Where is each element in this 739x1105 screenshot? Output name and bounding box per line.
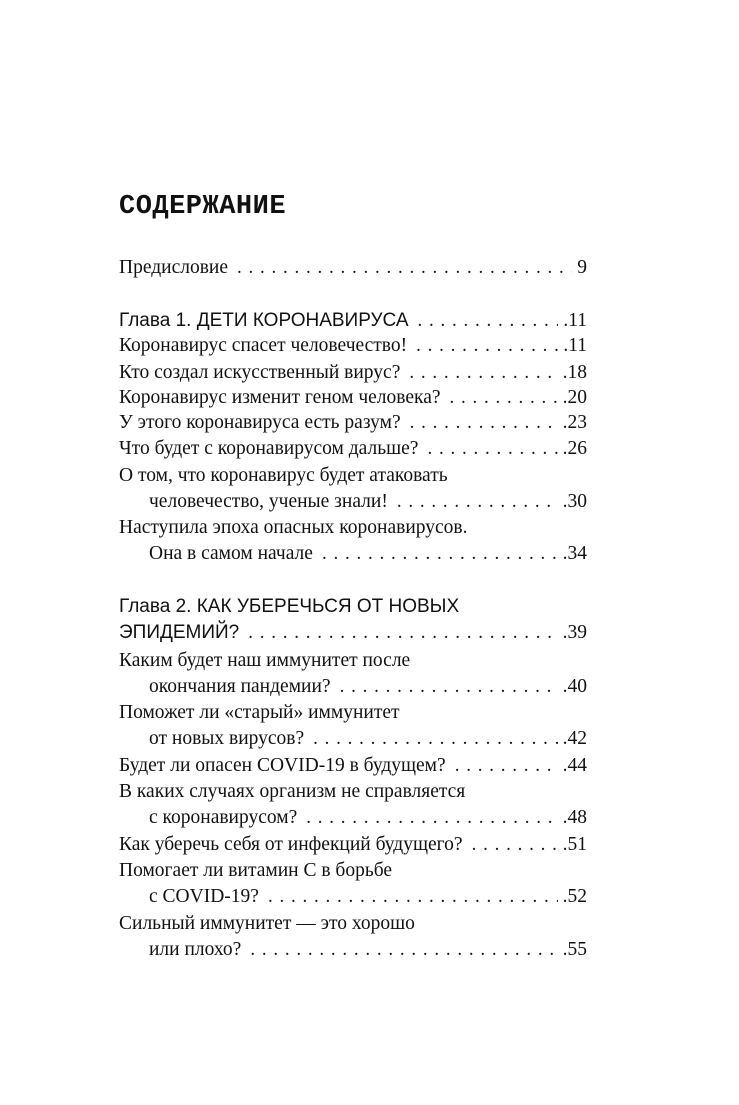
toc-page-number: .18 — [562, 362, 587, 383]
toc-entry-line1[interactable] — [119, 779, 587, 805]
toc-entry-label: Коронавирус изменит геном человека? — [119, 387, 441, 408]
toc-entry[interactable] — [149, 489, 587, 515]
toc-entry-label: Будет ли опасен COVID-19 в будущем? — [119, 755, 446, 776]
dot-leader — [268, 884, 558, 910]
dot-leader — [250, 937, 557, 963]
dot-leader — [418, 308, 559, 334]
toc-entry-line1[interactable] — [119, 463, 587, 489]
chapter-heading-text — [119, 308, 409, 334]
toc-entry-preface[interactable] — [119, 255, 587, 281]
chapter-title: КАК УБЕРЕЧЬСЯ ОТ НОВЫХ — [196, 596, 460, 617]
toc-entry-label: Кто создал искусственный вирус? — [119, 362, 401, 383]
toc-title: СОДЕРЖАНИЕ — [119, 192, 287, 222]
dot-leader — [340, 674, 558, 700]
toc-page-number: .20 — [562, 387, 587, 408]
toc-entry-line1[interactable] — [119, 648, 587, 674]
toc-page-number: .23 — [562, 412, 587, 433]
toc-entry[interactable] — [149, 674, 587, 700]
toc-entry-label: О том, что коронавирус будет атаковать — [119, 465, 448, 486]
toc-page-number: .55 — [562, 939, 587, 960]
dot-leader — [237, 255, 572, 281]
toc-entry-label-cont: Она в самом начале — [149, 543, 313, 564]
dot-leader — [248, 620, 557, 646]
toc-entry[interactable] — [119, 360, 587, 386]
chapter-prefix: Глава 2. — [119, 596, 192, 617]
toc-page-number: .39 — [562, 622, 587, 643]
dot-leader — [409, 360, 557, 386]
toc-entry-label-cont: человечество, ученые знали! — [149, 491, 388, 512]
chapter-title: ДЕТИ КОРОНАВИРУСА — [196, 310, 409, 331]
toc-entry-label: В каких случаях организм не справляется — [119, 781, 466, 802]
dot-leader — [322, 541, 558, 567]
toc-page-number: .26 — [562, 438, 587, 459]
toc-page-number: .34 — [562, 543, 587, 564]
toc-entry-line1[interactable] — [119, 911, 587, 937]
toc-entry-label: Наступила эпоха опасных коронавирусов. — [119, 517, 468, 538]
toc-chapter-2-heading[interactable] — [119, 620, 587, 646]
toc-entry-label: Поможет ли «старый» иммунитет — [119, 702, 400, 723]
toc-entry[interactable] — [119, 385, 587, 411]
toc-entry[interactable] — [149, 937, 587, 963]
toc-page-number: .48 — [562, 807, 587, 828]
toc-entry-label-cont: с коронавирусом? — [149, 807, 298, 828]
toc-page-number: 9 — [577, 257, 587, 278]
toc-entry-label: Помогает ли витамин С в борьбе — [119, 860, 393, 881]
toc-page-number: .51 — [562, 834, 587, 855]
toc-entry-label: Каким будет наш иммунитет после — [119, 650, 411, 671]
toc-entry-label: Предисловие — [119, 257, 229, 278]
dot-leader — [472, 832, 558, 858]
toc-entry-label-cont: или плохо? — [149, 939, 242, 960]
toc-entry-label: Коронавирус спасет человечество! — [119, 335, 408, 356]
dot-leader — [450, 385, 558, 411]
chapter-title-cont: ЭПИДЕМИЙ? — [119, 622, 240, 643]
toc-entry[interactable] — [119, 753, 587, 779]
dot-leader — [455, 753, 558, 779]
toc-entry-label: Что будет с коронавирусом дальше? — [119, 438, 419, 459]
toc-entry-label-cont: окончания пандемии? — [149, 676, 331, 697]
toc-entry-label: У этого коронавируса есть разум? — [119, 412, 401, 433]
toc-entry[interactable] — [119, 832, 587, 858]
toc-entry[interactable] — [149, 541, 587, 567]
toc-chapter-2-heading-line1[interactable] — [119, 594, 587, 620]
toc-page-number: .52 — [562, 886, 587, 907]
toc-entry[interactable] — [119, 436, 587, 462]
chapter-prefix: Глава 1. — [119, 310, 192, 331]
toc-entry-label: Сильный иммунитет — это хорошо — [119, 913, 415, 934]
toc-page-number: .40 — [562, 676, 587, 697]
dot-leader — [416, 333, 558, 359]
toc-page-number: .11 — [563, 310, 587, 331]
toc-page-number: .11 — [563, 335, 587, 356]
toc-page-number: .30 — [562, 491, 587, 512]
toc-entry-line1[interactable] — [119, 700, 587, 726]
toc-entry[interactable] — [119, 410, 587, 436]
toc-entry[interactable] — [149, 726, 587, 752]
dot-leader — [313, 726, 557, 752]
dot-leader — [397, 489, 558, 515]
toc-entry[interactable] — [149, 884, 587, 910]
chapter-heading-text — [119, 596, 459, 617]
toc-page-number: .42 — [562, 728, 587, 749]
toc-entry-label: Как уберечь себя от инфекций будущего? — [119, 834, 463, 855]
toc-entry[interactable] — [119, 333, 587, 359]
dot-leader — [427, 436, 557, 462]
dot-leader — [410, 410, 558, 436]
toc-chapter-1-heading[interactable] — [119, 308, 587, 334]
toc-entry-line1[interactable] — [119, 515, 587, 541]
toc-entry[interactable] — [149, 805, 587, 831]
toc-entry-line1[interactable] — [119, 858, 587, 884]
dot-leader — [306, 805, 557, 831]
toc-page-number: .44 — [562, 755, 587, 776]
toc-entry-label-cont: от новых вирусов? — [149, 728, 305, 749]
toc-entry-label-cont: с COVID-19? — [149, 886, 259, 907]
